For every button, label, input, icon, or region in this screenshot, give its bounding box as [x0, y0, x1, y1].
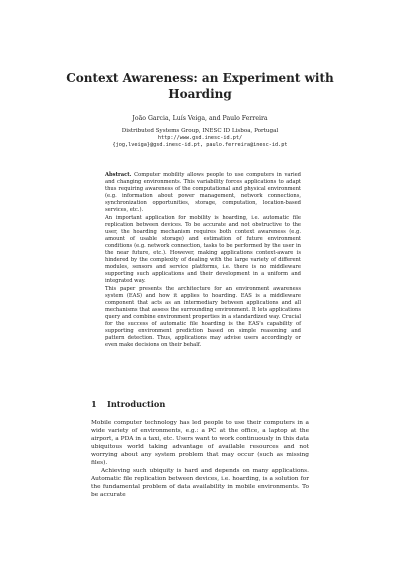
author-affiliation-block: [60, 128, 340, 150]
affiliation-text: Distributed Systems Group, INESC ID Lisboa, Portugal: [121, 128, 279, 134]
title-line-2: Hoarding: [168, 87, 232, 101]
section-title: Introduction: [107, 399, 166, 409]
affiliation-url: http://www.gsd.inesc-id.pt/: [157, 135, 243, 142]
section-number: 1: [91, 399, 97, 409]
section-heading: [91, 399, 311, 409]
author-emails: {jog,lveiga}@gsd.inesc-id.pt, paulo.ferreira@inesc-id.pt: [112, 142, 288, 149]
body-paragraph-2: Achieving such ubiquity is hard and depends on many applications. Automatic file replication between devices, i.e. hoarding, is a solution for the fundamental problem of data availability in mobile environments. To be accurate: [91, 468, 309, 498]
paper-title: [60, 70, 340, 102]
title-line-1: Context Awareness: an Experiment with: [66, 71, 334, 85]
abstract-paragraph-3: This paper presents the architecture for an environment awareness system (EAS) and how it applies to hoarding. EAS is a middleware component that acts as an intermediary between applications and all mechanisms that assess the surrounding environment. It lets applications query and combine environment properties in a standardized way. Crucial for the success of automatic file hoarding is the EAS's capability of supporting environment prediction based on simple reasoning and pattern detection. Thus, applications may advise users accordingly or even make decisions on their behalf.: [105, 285, 301, 349]
abstract-paragraph-2: An important application for mobility is hoarding, i.e. automatic file replication between devices. To be accurate and not obstructive to the user, the hoarding mechanism requires both context awareness (e.g. amount of usable storage) and estimation of future environment conditions (e.g. network connection, tasks to be performed by the user in the near future, etc.). However, making applications context-aware is hindered by the complexity of dealing with the large variety of different modules, sensors and service platforms, i.e. there is no middleware supporting such applications and their development in a uniform and integrated way.: [105, 214, 301, 285]
abstract-label: Abstract.: [105, 172, 132, 178]
body-paragraph-1: Mobile computer technology has led people to use their computers in a wide variety of environments, e.g.: a PC at the office, a laptop at the airport, a PDA in a taxi, etc. Users want to work continuously in this data ubiquitous world taking advantage of available resources and not worrying about any system problem that may occur (such as missing files).: [91, 420, 309, 466]
abstract-section: [105, 172, 301, 349]
abstract-paragraph-1: [105, 172, 301, 215]
abstract-text-1: Computer mobility allows people to use computers in varied and changing environments. This variability forces applications to adapt thus requiring awareness of the computational and physical environment (e.g. information about power management, network connections, synchronization opportunities, storage, computation, location-based services, etc.).: [105, 172, 302, 214]
section-body: [91, 419, 309, 499]
paper-authors: João Garcia, Luís Veiga, and Paulo Ferreira: [132, 115, 268, 122]
